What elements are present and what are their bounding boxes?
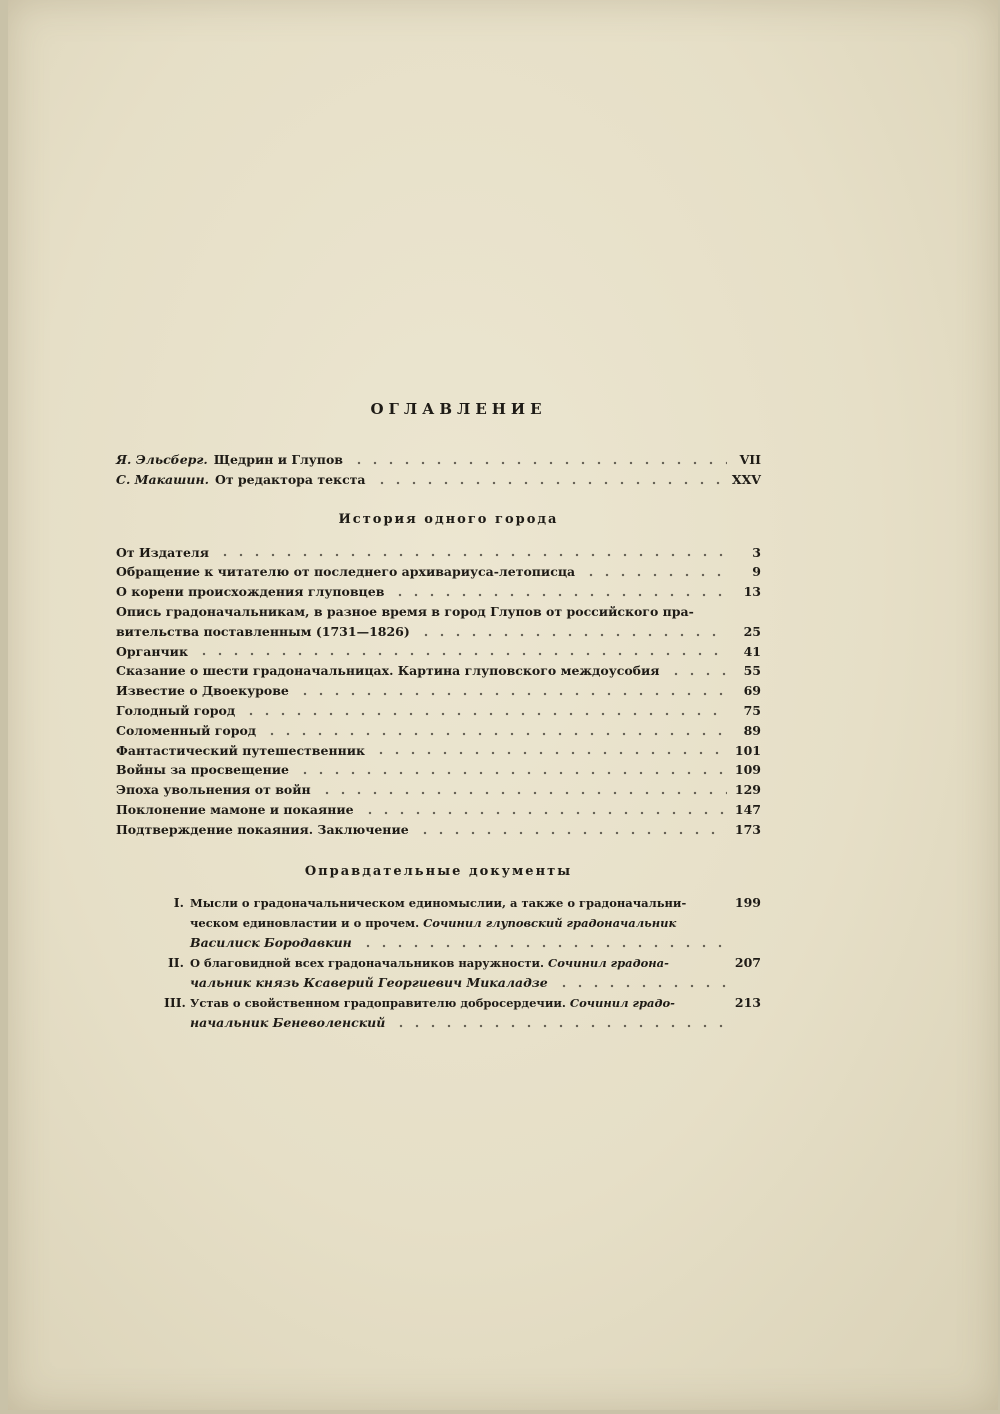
toc-entry[interactable]: [116, 543, 761, 563]
dot-leader: [583, 573, 727, 577]
entry-title: От Издателя: [116, 544, 209, 560]
entry-title-line1: Устав о свойственном градоправителю добросердечии.: [190, 995, 566, 1010]
toc-title: ОГЛАВЛЕНИЕ: [370, 400, 547, 418]
entry-page: 69: [743, 683, 761, 699]
documents-entries: [164, 893, 761, 1033]
entry-page: 89: [743, 722, 761, 738]
dot-leader: [362, 811, 727, 815]
dot-leader: [374, 481, 726, 485]
entry-page: 147: [734, 801, 761, 817]
entry-title: От редактора текста: [214, 471, 366, 487]
entry-page: 25: [743, 623, 761, 639]
section-heading-documents: Оправдательные документы: [304, 863, 573, 879]
entry-title: Обращение к читателю от последнего архивариуса-летописца: [116, 564, 576, 580]
entry-page: 55: [743, 663, 761, 679]
dot-leader: [392, 593, 727, 597]
history-entries: [116, 543, 761, 840]
entry-title: Известие о Двоекурове: [116, 683, 289, 699]
dot-leader: [417, 831, 727, 835]
entry-title: Голодный город: [116, 702, 236, 718]
toc-entry[interactable]: [116, 450, 761, 470]
entry-page: VII: [739, 452, 761, 467]
toc-entry[interactable]: [116, 681, 761, 701]
toc-entry[interactable]: [116, 760, 761, 780]
dot-leader: [556, 984, 727, 988]
dot-leader: [297, 771, 727, 775]
toc-entry[interactable]: [164, 953, 761, 993]
dot-leader: [217, 553, 727, 557]
entry-title: Сказание о шести градоначальницах. Картина глуповского междоусобия: [116, 663, 660, 679]
toc-entry[interactable]: [116, 820, 761, 840]
entry-title-line2: вительства поставленным (1731—1826): [116, 623, 410, 639]
dot-leader: [373, 751, 727, 755]
entry-title-line1: О благовидной всех градоначальников наружности.: [190, 955, 545, 970]
entry-page: 109: [734, 762, 761, 778]
dot-leader: [319, 791, 727, 795]
book-page: [8, 0, 998, 1410]
entry-number: I.: [173, 894, 184, 910]
entry-title-line2: ческом единовластии и о прочем.: [190, 915, 420, 930]
entry-title-line1: Мысли о градоначальническом единомыслии, а также о градоначальни-: [190, 895, 687, 910]
toc-entry[interactable]: [116, 602, 761, 642]
entry-author-name: начальник Беневоленский: [190, 1014, 386, 1030]
entry-title: Соломенный город: [116, 722, 257, 738]
entry-title: Эпоха увольнения от войн: [116, 782, 311, 798]
toc-entry[interactable]: [164, 893, 761, 953]
entry-number: II.: [167, 954, 184, 970]
toc-entry[interactable]: [116, 741, 761, 761]
entry-title: Фантастический путешественник: [116, 742, 366, 758]
table-of-contents: [116, 400, 761, 1033]
entry-page: 213: [734, 994, 761, 1010]
dot-leader: [351, 461, 727, 465]
dot-leader: [360, 944, 727, 948]
toc-entry[interactable]: [116, 661, 761, 681]
toc-entry[interactable]: [164, 993, 761, 1033]
entry-page: 3: [752, 544, 761, 560]
section-heading-history: История одного города: [338, 511, 559, 527]
entry-title: Щедрин и Глупов: [213, 452, 343, 467]
entry-author: Я. Эльсберг.: [116, 452, 208, 467]
toc-entry[interactable]: [116, 642, 761, 662]
entry-page: 41: [743, 643, 761, 659]
toc-entry[interactable]: [116, 780, 761, 800]
entry-page: 173: [734, 821, 761, 837]
entry-page: 207: [734, 954, 761, 970]
dot-leader: [297, 692, 727, 696]
dot-leader: [264, 732, 727, 736]
toc-entry[interactable]: [116, 582, 761, 602]
entry-page: XXV: [731, 471, 761, 487]
entry-number: III.: [164, 994, 186, 1010]
toc-entry[interactable]: [116, 701, 761, 721]
entry-title-line1: Опись градоначальникам, в разное время в город Глупов от российского пра-: [116, 603, 694, 619]
toc-entry[interactable]: [116, 562, 761, 582]
entry-author-line: Сочинил глуповский градоначальник: [423, 915, 677, 930]
entry-page: 129: [734, 782, 761, 798]
entry-author: С. Макашин.: [116, 471, 209, 487]
dot-leader: [243, 712, 727, 716]
intro-entries: [116, 450, 761, 490]
entry-page: 75: [743, 702, 761, 718]
toc-entry[interactable]: [116, 470, 761, 490]
entry-title: Поклонение мамоне и покаяние: [116, 801, 354, 817]
entry-page: 199: [734, 894, 761, 910]
entry-title: Подтверждение покаяния. Заключение: [116, 821, 409, 837]
entry-page: 101: [734, 742, 761, 758]
entry-title: О корени происхождения глуповцев: [116, 584, 385, 600]
toc-entry[interactable]: [116, 800, 761, 820]
entry-author-line: Сочинил градона-: [548, 955, 669, 970]
dot-leader: [418, 633, 727, 637]
entry-author-name: Василиск Бородавкин: [190, 934, 352, 950]
entry-page: 13: [743, 584, 761, 600]
entry-title: Войны за просвещение: [116, 762, 289, 778]
entry-page: 9: [752, 564, 761, 580]
entry-author-line: Сочинил градо-: [569, 995, 675, 1010]
entry-title: Органчик: [116, 643, 188, 659]
dot-leader: [393, 1024, 727, 1028]
toc-entry[interactable]: [116, 721, 761, 741]
entry-author-name: чальник князь Ксаверий Георгиевич Микаладзе: [190, 974, 548, 990]
dot-leader: [668, 672, 728, 676]
dot-leader: [196, 652, 727, 656]
